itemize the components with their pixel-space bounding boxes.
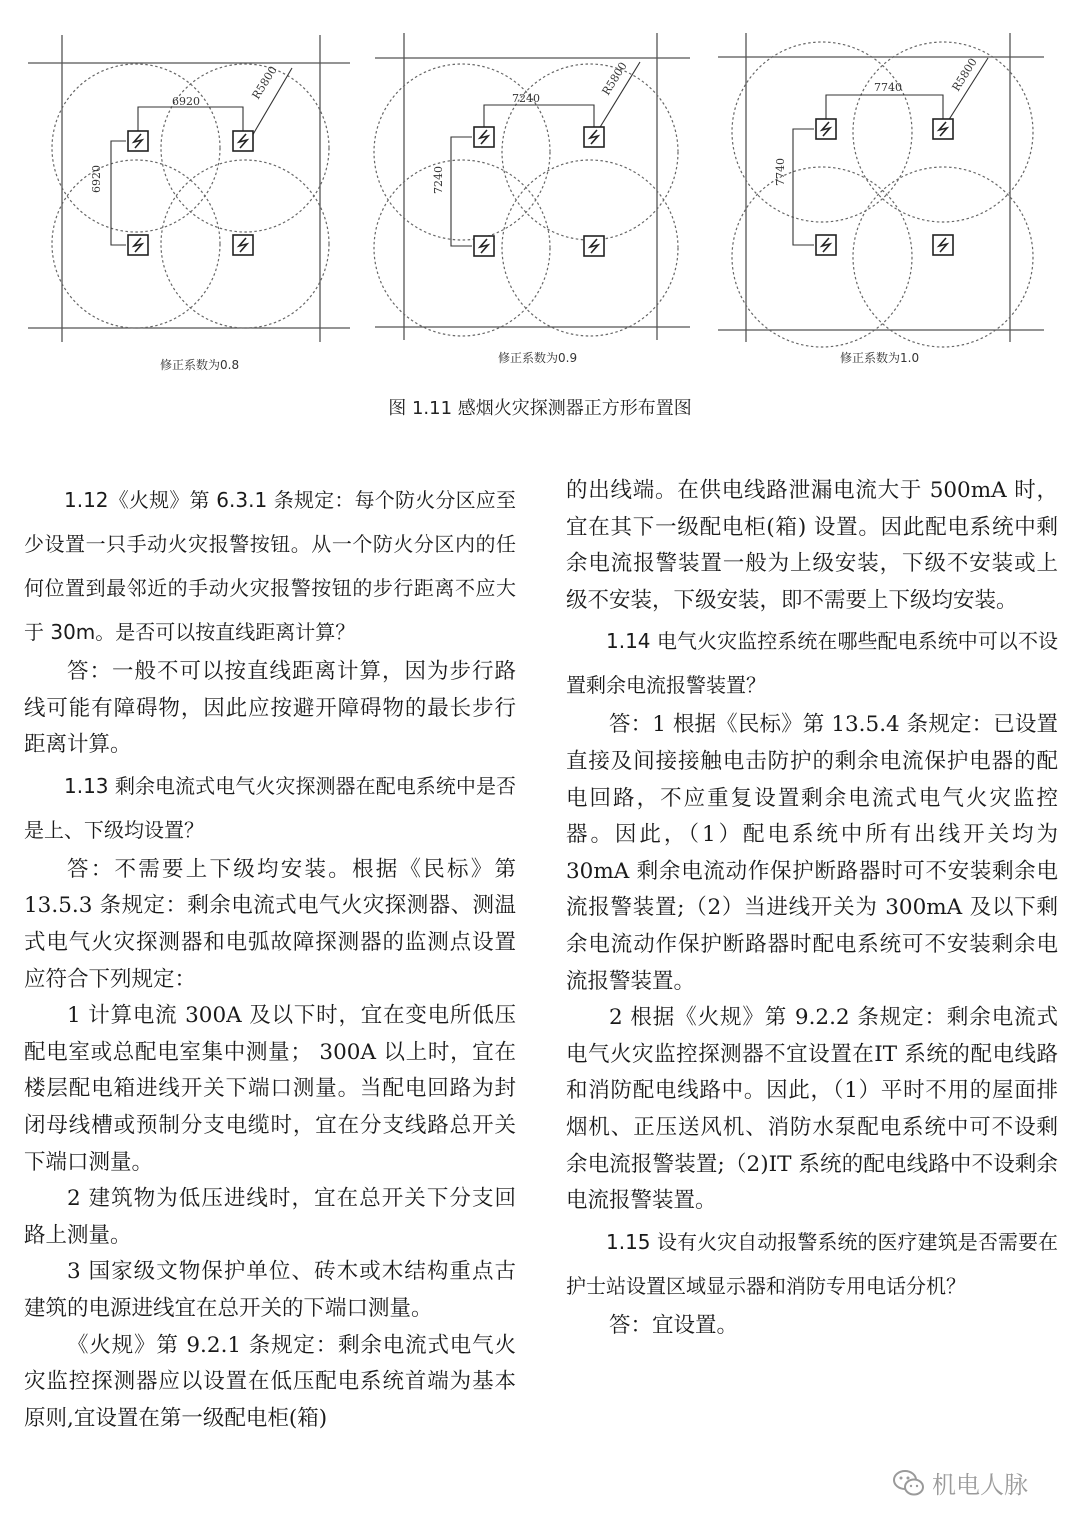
- smoke-detector-icon: [584, 236, 604, 256]
- spacing-label-vertical: 7240: [432, 166, 445, 194]
- smoke-detector-icon: [474, 127, 494, 147]
- coverage-circle: [374, 160, 550, 336]
- body-paragraph: 3 国家级文物保护单位、砖木或木结构重点古建筑的电源进线宜在总开关的下端口测量。: [24, 1259, 516, 1321]
- coverage-circle: [853, 167, 1033, 347]
- layout-panel: [374, 33, 690, 365]
- coefficient-label: 修正系数为0.9: [498, 351, 578, 365]
- smoke-detector-icon: [933, 235, 953, 255]
- body-paragraph: 1 计算电流 300A 及以下时，宜在变电所低压配电室或总配电室集中测量； 300A 以上时，宜在楼层配电箱进线开关下端口测量。当配电回路为封闭母线槽或预制分支电缆时，宜在分支线路总开关下端口测量。: [24, 1003, 516, 1175]
- coverage-circle: [732, 167, 912, 347]
- body-paragraph: 答：宜设置。: [609, 1312, 739, 1338]
- spacing-label: 7240: [512, 92, 540, 105]
- body-paragraph: 答：1 根据《民标》第 13.5.4 条规定：已设置直接及间接接触电击防护的剩余电流保护电器的配电回路，不应重复设置剩余电流式电气火灾监控器。因此，（1）配电系统中所有出线开关均为 30mA 剩余电流动作保护断路器时可不安装剩余电流报警装置;（2）当进线开关为 300mA 及以下剩余电流动作保护断路器时配电系统可不安装剩余电流报警装置。: [566, 712, 1058, 994]
- figure-caption: 图 1.11 感烟火灾探测器正方形布置图: [388, 398, 692, 419]
- body-paragraph: 《火规》第 9.2.1 条规定：剩余电流式电气火灾监控探测器应以设置在低压配电系统首端为基本原则,宜设置在第一级配电柜(箱): [24, 1332, 516, 1431]
- question-paragraph: 1.15 设有火灾自动报警系统的医疗建筑是否需要在护士站设置区域显示器和消防专用电话分机？: [566, 1229, 1058, 1298]
- layout-panel: [718, 33, 1044, 365]
- radius-label: R5800: [599, 59, 630, 98]
- radius-label: R5800: [249, 63, 280, 102]
- smoke-detector-icon: [816, 235, 836, 255]
- smoke-detector-icon: [233, 235, 253, 255]
- left-column: [24, 478, 516, 1437]
- spacing-label: 6920: [172, 95, 200, 108]
- smoke-detector-icon: [128, 235, 148, 255]
- smoke-detector-icon: [233, 131, 253, 151]
- coefficient-label: 修正系数为1.0: [840, 351, 920, 365]
- smoke-detector-icon: [474, 236, 494, 256]
- body-paragraph: 答：一般不可以按直线距离计算，因为步行路线可能有障碍物，因此应按避开障碍物的最长步行距离计算。: [24, 659, 516, 758]
- question-paragraph: 1.14 电气火灾监控系统在哪些配电系统中可以不设置剩余电流报警装置？: [566, 629, 1058, 698]
- right-column: [566, 473, 1058, 1344]
- spacing-label-vertical: 6920: [90, 165, 103, 193]
- question-paragraph: 1.12《火规》第 6.3.1 条规定：每个防火分区应至少设置一只手动火灾报警按钮。从一个防火分区内的任何位置到最邻近的手动火灾报警按钮的步行距离不应大于 30m。是否可以按直线距离计算？: [24, 488, 516, 644]
- spacing-label-vertical: 7740: [774, 158, 787, 186]
- body-paragraph: 答：不需要上下级均安装。根据《民标》第 13.5.3 条规定：剩余电流式电气火灾探测器、测温式电气火灾探测器和电弧故障探测器的监测点设置应符合下列规定：: [24, 856, 516, 992]
- body-paragraph: 2 根据《火规》第 9.2.2 条规定：剩余电流式电气火灾监控探测器不宜设置在IT 系统的配电线路和消防配电线路中。因此，（1）平时不用的屋面排烟机、正压送风机、消防水泵配电系统中可不设剩余电流报警装置;（2)IT 系统的配电线路中不设剩余电流报警装置。: [566, 1005, 1058, 1214]
- smoke-detector-icon: [128, 131, 148, 151]
- watermark: [892, 1465, 1028, 1500]
- body-paragraph: 的出线端。在供电线路泄漏电流大于 500mA 时，宜在其下一级配电柜(箱) 设置。因此配电系统中剩余电流报警装置一般为上级安装，下级不安装或上级不安装，下级安装，即不需要上下级均安装。: [566, 478, 1058, 613]
- watermark-text: 机电人脉: [932, 1471, 1028, 1499]
- detector-layout-diagrams: [0, 0, 1080, 390]
- smoke-detector-icon: [584, 127, 604, 147]
- smoke-detector-icon: [933, 119, 953, 139]
- detector-layout-figure: [0, 0, 1080, 440]
- wechat-icon: [892, 1468, 926, 1498]
- question-paragraph: 1.13 剩余电流式电气火灾探测器在配电系统中是否是上、下级均设置？: [24, 773, 516, 842]
- coefficient-label: 修正系数为0.8: [160, 358, 240, 372]
- coverage-circle: [374, 64, 550, 240]
- spacing-label: 7740: [874, 81, 902, 94]
- coverage-circle: [502, 64, 678, 240]
- radius-label: R5800: [949, 55, 980, 94]
- smoke-detector-icon: [816, 119, 836, 139]
- body-paragraph: 2 建筑物为低压进线时，宜在总开关下分支回路上测量。: [24, 1186, 516, 1248]
- layout-panel: [28, 35, 350, 372]
